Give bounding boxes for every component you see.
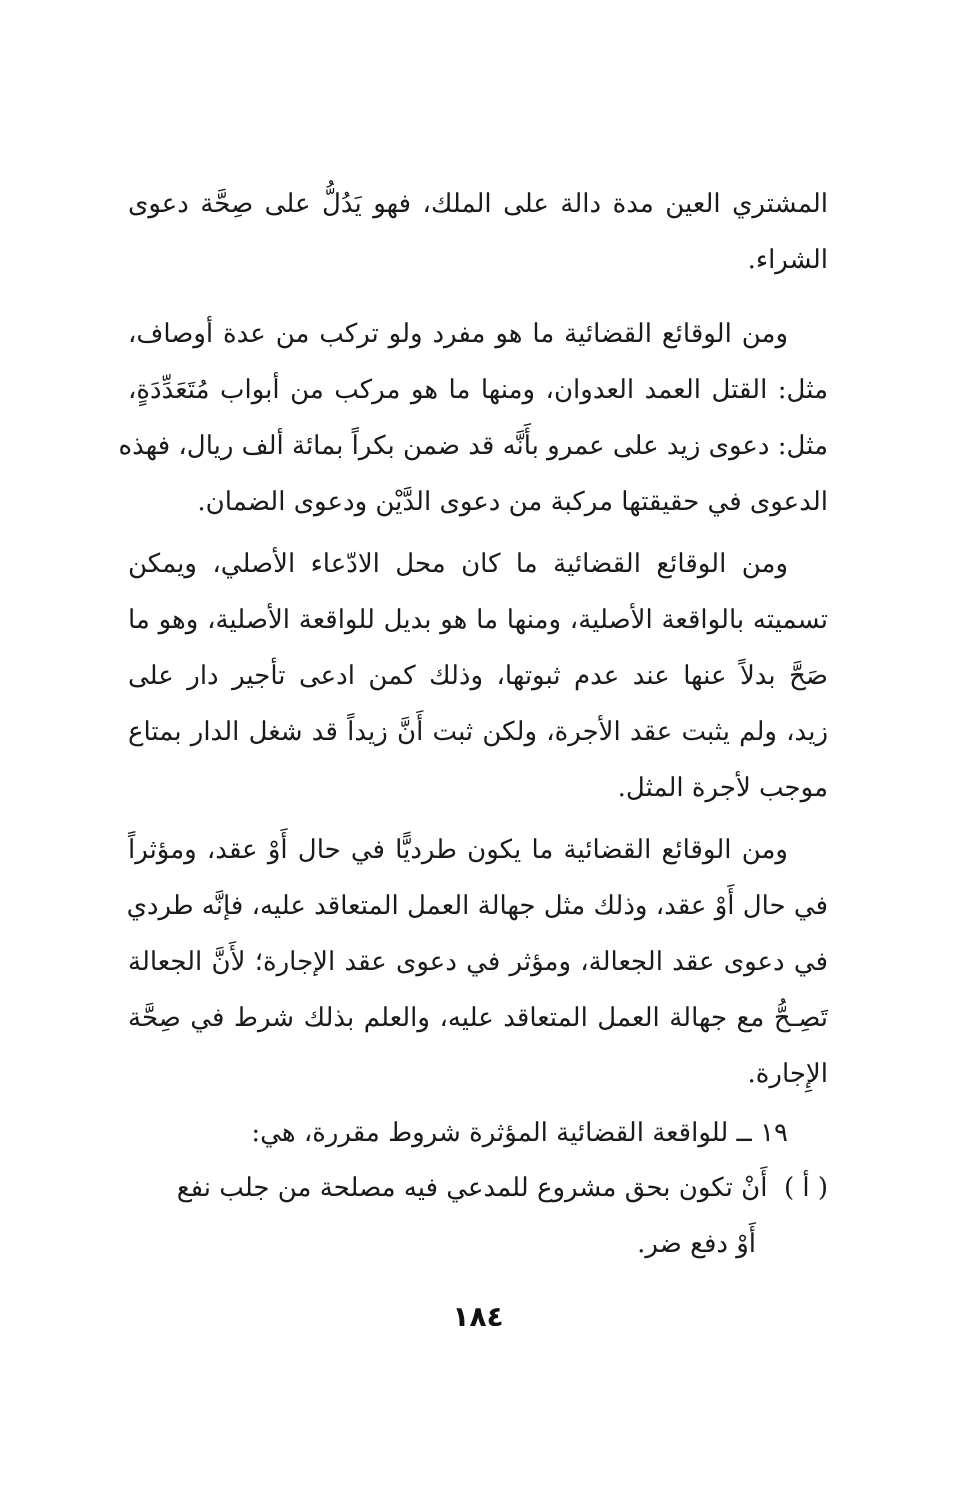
paragraph-line: صَحَّ بدلاً عنها عند عدم ثبوتها، وذلك كمن ادعى تأجير دار على [128,661,828,691]
paragraph [128,536,828,816]
paragraph-line: ومن الوقائع القضائية ما كان محل الادّعاء الأصلي، ويمكن [128,549,788,579]
sub-item-a-line [128,1160,828,1216]
sub-item-a [128,1160,828,1272]
paragraph [118,306,828,530]
paragraph-line: ومن الوقائع القضائية ما هو مفرد ولو تركب من عدة أوصاف، [128,319,788,349]
numbered-item-19 [128,1105,828,1161]
paragraph-line: زيد، ولم يثبت عقد الأجرة، ولكن ثبت أَنَّ زيداً قد شغل الدار بمتاع [128,717,828,747]
paragraph-line: تسميته بالواقعة الأصلية، ومنها ما هو بديل للواقعة الأصلية، وهو ما [128,605,828,635]
paragraph-line: المشتري العين مدة دالة على الملك، فهو يَدُلُّ على صِحَّة دعوى [128,189,828,219]
paragraph-line: في حال أَوْ عقد، وذلك مثل جهالة العمل المتعاقد عليه، فإنَّه طردي [126,891,828,921]
sub-item-a-marker: ( أ ) [783,1173,828,1203]
sub-item-a-text: أَنْ تكون بحق مشروع للمدعي فيه مصلحة من جلب نفع [176,1173,768,1203]
item-19-text: ١٩ ــ للواقعة القضائية المؤثرة شروط مقررة، هي: [251,1118,788,1148]
paragraph [128,822,828,1102]
paragraph-line: ومن الوقائع القضائية ما يكون طرديًّا في حال أَوْ عقد، ومؤثراً [128,835,788,865]
sub-item-a-continuation: أَوْ دفع ضر. [637,1229,756,1259]
paragraph-line: الشراء. [747,245,828,275]
paragraph-line: الإِجارة. [747,1059,828,1089]
page-number: ١٨٤ [452,1300,504,1333]
paragraph-line: موجب لأجرة المثل. [617,773,828,803]
paragraph-line: الدعوى في حقيقتها مركبة من دعوى الدَّيْن ودعوى الضمان. [197,487,828,517]
paragraph-line: في دعوى عقد الجعالة، ومؤثر في دعوى عقد الإجارة؛ لأَنَّ الجعالة [128,947,828,977]
paragraph-line: تَصِـحُّ مع جهالة العمل المتعاقد عليه، والعلم بذلك شرط في صِحَّة [128,1003,828,1033]
paragraph-line: مثل: دعوى زيد على عمرو بأَنَّه قد ضمن بكراً بمائة ألف ريال، فهذه [118,431,828,461]
paragraph [128,176,828,288]
paragraph-line: مثل: القتل العمد العدوان، ومنها ما هو مركب من أبواب مُتَعَدِّدَةٍ، [128,375,828,405]
